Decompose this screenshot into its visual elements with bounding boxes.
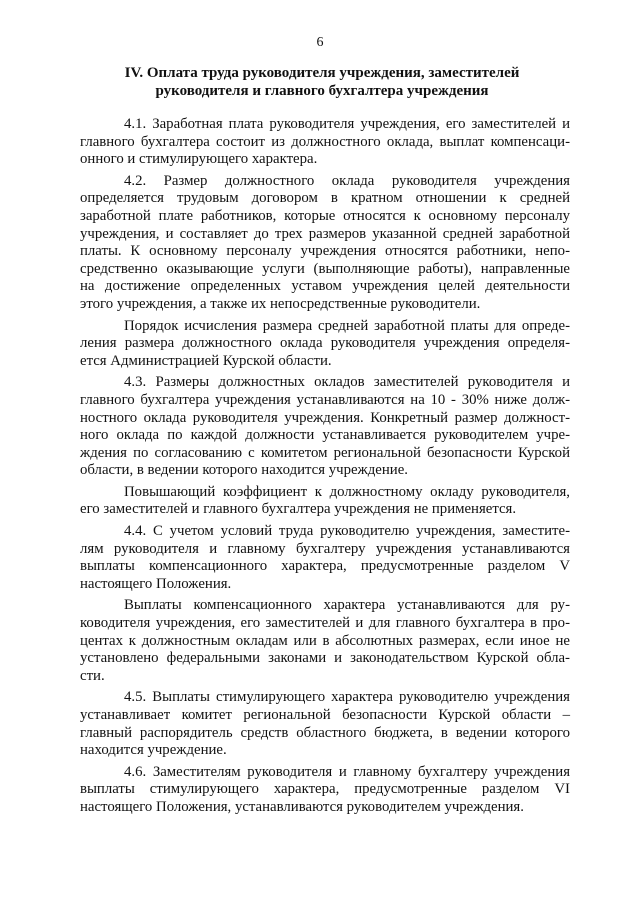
paragraph — [80, 523, 570, 593]
paragraph — [80, 484, 570, 519]
paragraph-line: его заместителей и главного бухгалтера учреждения не применяется. — [80, 501, 517, 518]
paragraph-line: находится учреждение. — [80, 742, 227, 759]
paragraph-line: этого учреждения, а также их непосредственные руководители. — [80, 295, 481, 312]
page-number: 6 — [316, 35, 324, 50]
paragraph-line: выплаты компенсационного характера, предусмотренные разделом V — [80, 558, 570, 575]
paragraph — [80, 764, 570, 817]
paragraph-line: устанавливает комитет региональной безопасности Курской области – — [80, 707, 570, 723]
paragraph-line: Выплаты компенсационного характера устанавливаются для ру- — [124, 597, 570, 614]
paragraph-line: Повышающий коэффициент к должностному окладу руководителя, — [124, 483, 570, 500]
paragraph-line: учреждения, и составляет до трех размеров указанной средней заработной — [80, 225, 570, 242]
paragraph — [80, 374, 570, 480]
section-heading-line: IV. Оплата труда руководителя учреждения, заместителей — [124, 65, 520, 81]
paragraph-line: области, в ведении которого находится учреждение. — [80, 462, 408, 479]
paragraph-line: центах к должностным окладам или в абсолютных размерах, если иное не — [80, 632, 570, 649]
paragraph-line: лям руководителя и главному бухгалтеру учреждения устанавливаются — [80, 540, 570, 557]
paragraph — [80, 318, 570, 371]
paragraph-line: установлено федеральными законами и законодательством Курской обла- — [80, 650, 570, 667]
paragraph-line: главного бухгалтера состоит из должностного оклада, выплат компенсаци- — [80, 133, 570, 150]
paragraph-line: выплаты стимулирующего характера, предусмотренные разделом VI — [80, 781, 570, 798]
paragraph-line: 4.4. С учетом условий труда руководителю учреждения, заместите- — [124, 523, 570, 540]
paragraph-line: 4.3. Размеры должностных окладов заместителей руководителя и — [124, 374, 570, 391]
paragraph-line: ждения по согласованию с комитетом региональной безопасности Курской — [80, 444, 570, 461]
paragraph-line: главный распорядитель средств областного бюджета, в ведении которого — [80, 724, 570, 741]
paragraph-line: платы. К основному персоналу учреждения относятся работники, непо- — [80, 243, 570, 260]
paragraph-line: онного и стимулирующего характера. — [80, 151, 318, 168]
paragraph-line: ководителя учреждения, его заместителей и для главного бухгалтера в про- — [80, 615, 570, 632]
paragraph-line: Порядок исчисления размера средней заработной платы для опреде- — [124, 317, 570, 334]
paragraph-line: средственно оказывающие услуги (выполняющие работы), направленные — [80, 260, 570, 277]
paragraph-line: ного оклада по каждой должности устанавливается руководителем учре- — [80, 427, 570, 444]
document-body — [80, 116, 570, 817]
paragraph-line: 4.6. Заместителям руководителя и главному бухгалтеру учреждения — [124, 763, 570, 780]
paragraph-line: настоящего Положения. — [80, 575, 232, 592]
section-heading — [80, 64, 564, 100]
paragraph-line: 4.5. Выплаты стимулирующего характера руководителю учреждения — [124, 689, 570, 706]
paragraph-line: ется Администрацией Курской области. — [80, 352, 332, 369]
paragraph-line: 4.1. Заработная плата руководителя учреждения, его заместителей и — [124, 116, 570, 132]
paragraph — [80, 116, 570, 169]
paragraph-line: настоящего Положения, устанавливаются руководителем учреждения. — [80, 798, 524, 815]
paragraph — [80, 689, 570, 759]
paragraph-line: сти. — [80, 667, 105, 684]
paragraph-line: ностного оклада руководителя учреждения. Конкретный размер должност- — [80, 409, 570, 426]
section-heading-line: руководителя и главного бухгалтера учреждения — [155, 83, 489, 99]
paragraph-line: определяется трудовым договором в кратном отношении к средней — [80, 190, 570, 207]
paragraph-line: 4.2. Размер должностного оклада руководителя учреждения — [124, 172, 570, 189]
paragraph-line: ления размера должностного оклада руководителя учреждения определя- — [80, 335, 570, 352]
paragraph-line: заработной плате работников, которые относятся к основному персоналу — [80, 207, 570, 224]
paragraph — [80, 173, 570, 314]
paragraph-line: на достижение определенных уставом учреждения целей деятельности — [80, 278, 570, 295]
paragraph — [80, 597, 570, 685]
paragraph-line: главного бухгалтера учреждения устанавливаются на 10 - 30% ниже долж- — [80, 391, 570, 408]
